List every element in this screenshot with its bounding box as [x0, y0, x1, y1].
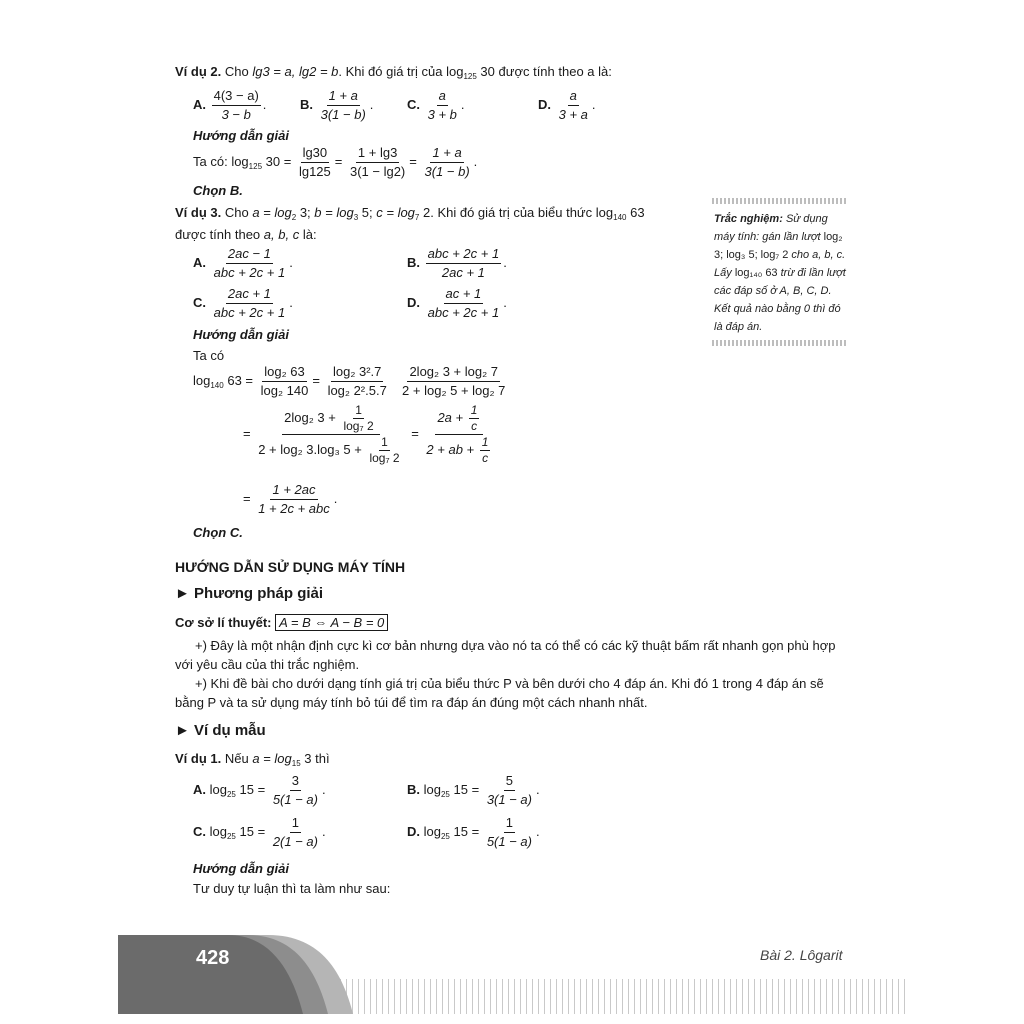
ex3-stem-b: b = log — [314, 205, 354, 220]
ex1-last-line: Tư duy tự luận thì ta làm như sau: — [193, 881, 391, 896]
log-arg: 15 = — [239, 823, 266, 839]
ex3-label: Ví dụ 3. — [175, 205, 222, 220]
sidebox-text: Sử dụng máy tính: gán lần lượt — [714, 213, 828, 243]
log-arg: 2 — [423, 205, 431, 220]
log-base: 25 — [226, 831, 236, 841]
option-letter: B. — [407, 781, 420, 797]
log-base: 140 — [210, 380, 224, 390]
expr-part: 2log₂ 3 + — [284, 409, 336, 425]
ex3-stem-line2 — [175, 227, 317, 242]
ex3-stem-vars: a, b, c — [263, 227, 300, 242]
frac-den — [424, 435, 494, 465]
ex3-stem-la: là: — [302, 227, 317, 242]
calc-section-heading: HƯỚNG DẪN SỬ DỤNG MÁY TÍNH — [175, 559, 406, 575]
ex2-guide-heading: Hướng dẫn giải — [193, 128, 290, 143]
frac-num: ac + 1 — [444, 286, 484, 304]
frac-num: 1 — [470, 403, 478, 417]
log-arg: 63 — [630, 205, 645, 220]
frac-num: 2ac + 1 — [226, 286, 273, 304]
ex3-option-a: A. $\frac{2ac - 1}{\text{abc + 2c + 1}}$ . — [193, 246, 293, 280]
option-letter: B. — [300, 96, 313, 112]
log-arg: 15 = — [453, 823, 480, 839]
ex3-stem — [175, 205, 645, 222]
option-letter: B. — [407, 254, 420, 270]
ex1-stem-tail: thì — [315, 751, 330, 766]
sidebox-bottom-rule — [712, 340, 848, 346]
log-base: 25 — [440, 831, 450, 841]
log-arg: 30 = — [265, 153, 292, 169]
ex1-label: Ví dụ 1. — [175, 751, 222, 766]
ex3-stem-a: a = log — [252, 205, 292, 220]
ex2-stem-b: lg2 = b — [298, 64, 339, 79]
chapter-title: Bài 2. Lôgarit — [760, 947, 843, 963]
frac-num: 5 — [504, 773, 515, 791]
ex2-stem-log: log — [446, 64, 464, 79]
frac-den: abc + 2c + 1 — [213, 265, 286, 280]
sample-heading: ► Ví dụ mẫu — [175, 722, 266, 739]
ex3-step2: = 2log₂ 3 + $\frac{1}{\text{log₇ 2}}$ 2 + log₂ 3.log₃ 5 + $\frac{1}{\text{log₇ 2}}$ = 2a + $\frac{1}{c}$ 2 + ab + $\frac{1}{c}$ — [243, 404, 496, 465]
ex2-stem-tail: được tính theo a là: — [498, 64, 612, 79]
frac-den: 3 − b — [221, 107, 251, 122]
frac-num: a — [437, 88, 448, 106]
ex1-guide-heading: Hướng dẫn giải — [193, 861, 290, 876]
expr-part: 2 + ab + — [426, 441, 475, 457]
option-letter: D. — [407, 823, 420, 839]
ex2-solution: Ta có: $\log_{125} 30$ = $\frac{\lg 30}{\lg 125}$ = $\frac{1 + \lg 3}{3(1 - \lg 2)}$ = $\frac{1 + a}{3(1 - b)}$ . — [193, 145, 478, 179]
frac-num: 1 — [504, 815, 515, 833]
frac-den: 2(1 − a) — [272, 834, 318, 849]
log-fn: log — [423, 781, 441, 797]
sidebox-text: trừ đi lần lượt các đáp số ở A, B, C, D. Kết quả nào bằng 0 thì đó là đáp án. — [714, 267, 846, 333]
tip-sidebox — [712, 198, 848, 346]
log-base: 7 — [414, 213, 420, 222]
frac-num: log₂ 63 — [262, 364, 306, 382]
log-base: 25 — [226, 789, 236, 799]
frac-den: log₂ 140 — [260, 383, 309, 398]
log-arg: 3 — [304, 751, 312, 766]
log-arg: 3; — [299, 205, 311, 220]
frac-num: 1 — [381, 435, 388, 449]
ex3-option-d: D. $\frac{ac + 1}{\text{abc + 2c + 1}}$ . — [407, 286, 507, 320]
frac-den: 1 + 2c + abc — [258, 501, 330, 516]
ex3-guide-heading: Hướng dẫn giải — [193, 327, 290, 342]
frac-num: lg30 — [301, 145, 330, 163]
ex2-answer: Chọn B. — [193, 183, 243, 198]
log-fn: log — [423, 823, 441, 839]
ex3-step3: = $\frac{1 + 2ac}{\text{1 + 2c + abc}}$ . — [243, 482, 338, 516]
expr-part: 2 + log₂ 3.log₃ 5 + — [258, 441, 362, 457]
frac-num: a — [568, 88, 579, 106]
option-letter: D. — [538, 96, 551, 112]
log-arg: 63 = — [227, 372, 254, 388]
log-fn: log — [193, 372, 211, 388]
frac-num: 2ac − 1 — [226, 246, 273, 264]
option-letter: A. — [193, 254, 206, 270]
ex1-stem-text: Nếu — [224, 751, 249, 766]
log-fn: log — [231, 153, 249, 169]
frac-den: abc + 2c + 1 — [427, 305, 500, 320]
log-fn: log — [209, 823, 227, 839]
frac-num: abc + 2c + 1 — [426, 246, 502, 264]
ex2-stem-arg: 30 — [480, 64, 495, 79]
page-footer — [118, 935, 908, 1014]
method-heading: ► Phương pháp giải — [175, 585, 324, 602]
log-base: 140 — [613, 213, 627, 222]
frac-num: 1 — [481, 435, 489, 449]
basis-formula: A = B ⇔ A − B = 0 — [275, 614, 388, 631]
basis-line — [175, 615, 388, 630]
option-letter: C. — [193, 294, 206, 310]
expr-part: 2a + — [437, 409, 464, 425]
frac-num: log₂ 3².7 — [331, 364, 383, 382]
ex2-stem-a: lg3 = a, — [252, 64, 296, 79]
ex2-label: Ví dụ 2. — [175, 64, 222, 79]
option-letter: C. — [193, 823, 206, 839]
log-arg: 15 = — [239, 781, 266, 797]
log-base: 3 — [353, 213, 359, 222]
ex2-stem-rest: . Khi đó giá trị của — [338, 64, 443, 79]
solution-prefix: Ta có: — [193, 153, 228, 169]
ex1-option-c: C. $\log_{25} 15$ = $\frac{1}{2(1 - a)}$ . — [193, 815, 326, 849]
ex2-option-b: B. $\frac{1 + a}{3(1 - b)}$ . — [300, 88, 374, 122]
ex2-option-c: C. $\frac{a}{3 + b}$ . — [407, 88, 465, 122]
page-number: 428 — [196, 947, 230, 969]
option-letter: C. — [407, 96, 420, 112]
ex2-stem-base: 125 — [463, 72, 477, 81]
frac-den: c — [482, 451, 489, 465]
ex3-option-b: B. $\frac{\text{abc + 2c + 1}}{2ac + 1}$ . — [407, 246, 507, 280]
log-base: 15 — [291, 759, 301, 768]
sidebox-title: Trắc nghiệm: — [714, 213, 783, 225]
log-base: 125 — [248, 161, 263, 171]
ex1-stem-math: a = log — [252, 751, 292, 766]
frac-num — [435, 404, 483, 435]
ex1-option-d: D. $\log_{25} 15$ = $\frac{1}{5(1 - a)}$ . — [407, 815, 540, 849]
frac-den: 3 + b — [427, 107, 457, 122]
sidebox-content — [712, 204, 848, 340]
frac-num — [282, 404, 379, 435]
frac-num: 1 + lg3 — [356, 145, 399, 163]
log-base: 25 — [440, 789, 450, 799]
sidebox-math: log₁₄₀ 63 — [734, 267, 778, 279]
footer-stripes — [318, 979, 908, 1014]
frac-num: 1 — [355, 403, 362, 417]
frac-den: abc + 2c + 1 — [213, 305, 286, 320]
frac-num: 1 + a — [430, 145, 463, 163]
frac-den: 3 + a — [558, 107, 588, 122]
sidebox-text: cho a, b, c. Lấy — [714, 249, 846, 279]
basis-label: Cơ sở lí thuyết: — [175, 615, 272, 630]
sidebox-math: log₂ 3; log₃ 5; log₇ 2 — [714, 231, 843, 261]
option-letter: A. — [193, 781, 206, 797]
frac-den: c — [471, 419, 478, 433]
log-fn: log — [595, 205, 614, 220]
ex1-option-b: B. $\log_{25} 15$ = $\frac{5}{3(1 - a)}$ . — [407, 773, 540, 807]
frac-den: 3(1 − b) — [424, 164, 470, 179]
frac-den: lg125 — [298, 164, 331, 179]
frac-num: 4(3 − a) — [212, 88, 261, 106]
frac-num: 1 + a — [327, 88, 360, 106]
frac-num: 3 — [290, 773, 301, 791]
ex3-stem-rest: . Khi đó giá trị của biểu thức — [430, 205, 593, 220]
log-arg: 5; — [361, 205, 373, 220]
ex2-option-d: D. $\frac{a}{3 + a}$ . — [538, 88, 596, 122]
frac-den: log₂ 2².5.7 — [327, 383, 387, 398]
option-letter: A. — [193, 96, 206, 112]
ex3-stem-c: c = log — [376, 205, 415, 220]
frac-den: 2ac + 1 — [441, 265, 485, 280]
log-fn: log — [209, 781, 227, 797]
frac-den: log₇ 2 — [343, 419, 374, 433]
frac-den: 3(1 − lg2) — [349, 164, 406, 179]
ex3-stem-cho: Cho — [224, 205, 249, 220]
ex3-ta-co: Ta có — [193, 348, 225, 363]
ex3-step1: $\log_{140} 63$ = $\frac{\text{log₂ 63}}{\text{log₂ 140}}$ = $\frac{\text{log₂ 3².7}}{\text{log₂ 2².5.7}}$ $\frac{\text{2log₂ 3 + log₂ 7}}{\text{2 + log₂ 5 + log₂ 7}}$ — [193, 364, 506, 398]
log-base: 2 — [291, 213, 297, 222]
calc-para-2: +) Khi đề bài cho dưới dạng tính giá trị của biểu thức P và bên dưới cho 4 đáp án. Khi đó 1 trong 4 đáp án sẽ bằng P và ta sử dụng máy tính bỏ túi để tìm ra đáp án đúng một cách nhanh nhất. — [175, 676, 824, 710]
frac-den: 5(1 − a) — [272, 792, 318, 807]
frac-den: 3(1 − a) — [486, 792, 532, 807]
ex2-stem — [175, 64, 612, 81]
calc-para-1: +) Đây là một nhận định cực kì cơ bản nhưng dựa vào nó ta có thể có các kỹ thuật bấm rất nhanh gọn phù hợp với yêu cầu của thi trắc nghiệm. — [175, 638, 836, 672]
option-letter: D. — [407, 294, 420, 310]
ex2-stem-cho: Cho — [224, 64, 249, 79]
frac-num: 1 — [290, 815, 301, 833]
log-arg: 15 = — [453, 781, 480, 797]
frac-num: 2log₂ 3 + log₂ 7 — [407, 364, 500, 382]
ex3-answer: Chọn C. — [193, 525, 243, 540]
frac-den: 3(1 − b) — [320, 107, 366, 122]
frac-den: 5(1 − a) — [486, 834, 532, 849]
ex3-stem-line2-text: được tính theo — [175, 227, 261, 242]
ex1-option-a: A. $\log_{25} 15$ = $\frac{3}{5(1 - a)}$ . — [193, 773, 326, 807]
frac-num: 1 + 2ac — [270, 482, 317, 500]
frac-den: log₇ 2 — [369, 451, 400, 465]
frac-den: 2 + log₂ 5 + log₂ 7 — [402, 383, 506, 398]
ex3-option-c: C. $\frac{2ac + 1}{\text{abc + 2c + 1}}$ . — [193, 286, 293, 320]
ex1-stem — [175, 751, 330, 768]
ex2-option-a: A. $\frac{4(3 - a)}{3 - b}$ . — [193, 88, 267, 122]
frac-den — [256, 435, 405, 465]
